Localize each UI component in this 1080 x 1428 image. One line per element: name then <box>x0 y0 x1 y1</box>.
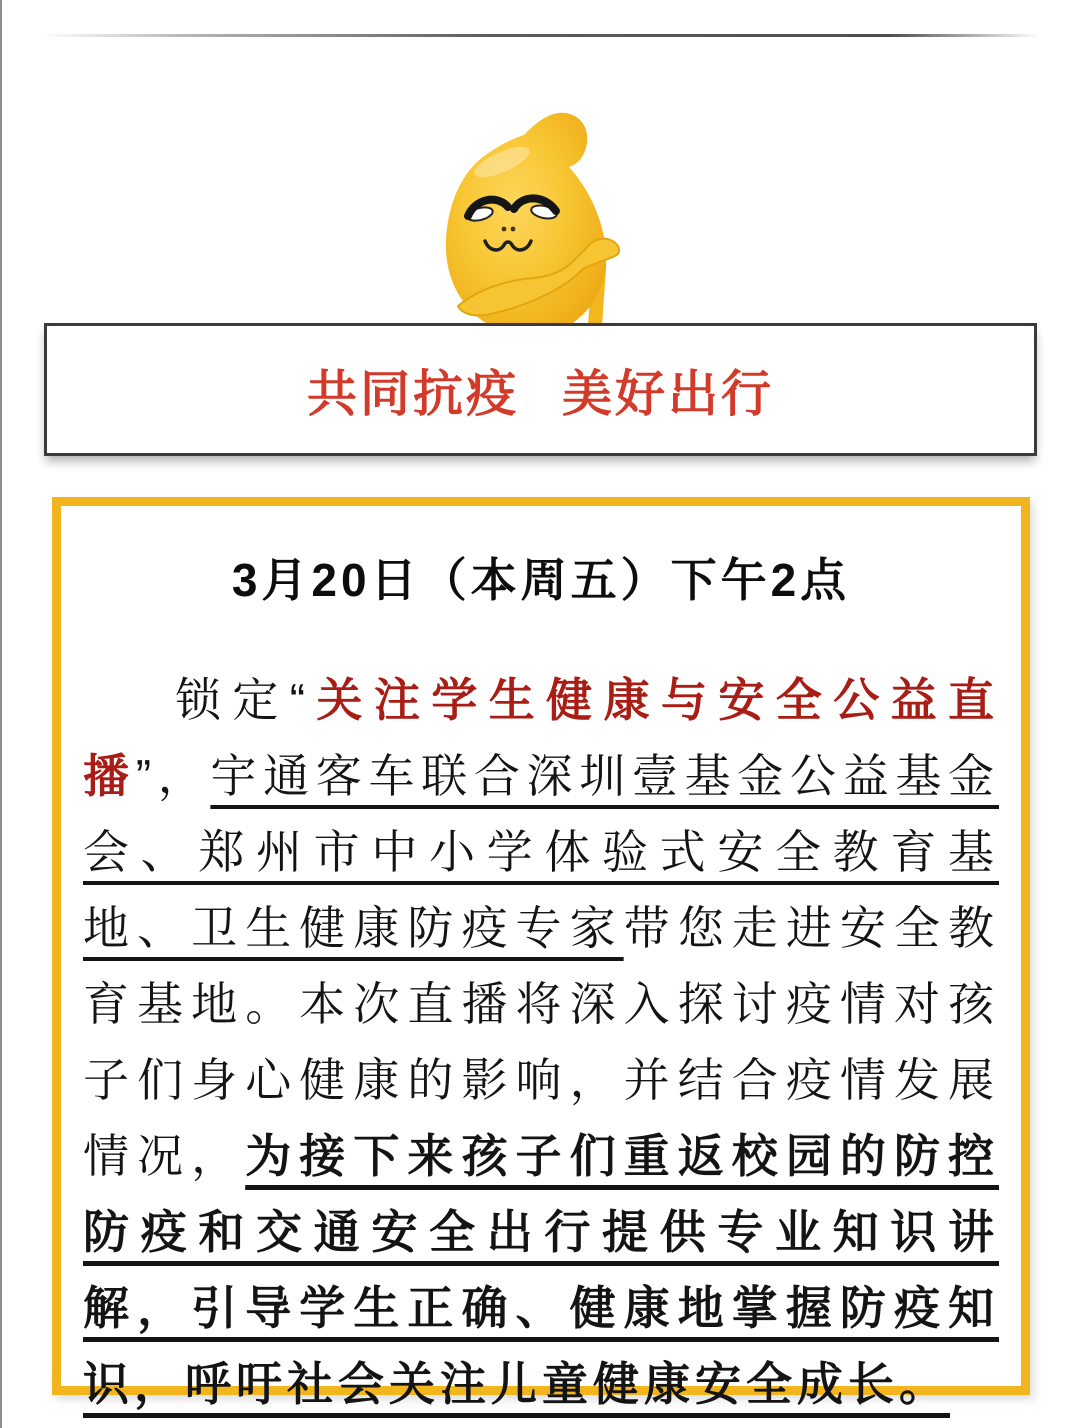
paragraph-segment-plain: 带您走进安全教育基地。本次直播将深入探讨疫情对孩子们身心健康的影响，并结合疫情发展情况， <box>83 902 999 1182</box>
mascot-nose <box>502 227 507 232</box>
mascot-icon <box>440 110 640 340</box>
paragraph-segment-plain: 锁定“ <box>175 674 311 726</box>
event-card <box>52 497 1030 1410</box>
top-divider-line <box>40 34 1040 37</box>
event-paragraph <box>83 662 999 1422</box>
paragraph-segment-red-bold: 关注学生健康与安全公益直播 <box>83 674 1000 802</box>
mascot-nose <box>511 227 516 232</box>
paragraph-segment-bold-underline: 为接下来孩子们重返校园的防控防疫和交通安全出行提供专业知识讲解，引导学生正确、健康地掌握防疫知识，呼吁社会关注儿童健康安全成长。 <box>83 1130 999 1410</box>
paragraph-segment-underline: 宇通客车联合深圳壹基金公益基金会、郑州市中小学体验式安全教育基地、卫生健康防疫专家 <box>83 750 1000 954</box>
left-edge-line <box>0 0 2 1428</box>
paragraph-segment-plain: ”， <box>135 750 211 802</box>
banner-box <box>44 323 1037 456</box>
event-title: 3月20日（本周五）下午2点 <box>231 554 851 606</box>
banner-title: 共同抗疫 美好出行 <box>307 365 774 422</box>
